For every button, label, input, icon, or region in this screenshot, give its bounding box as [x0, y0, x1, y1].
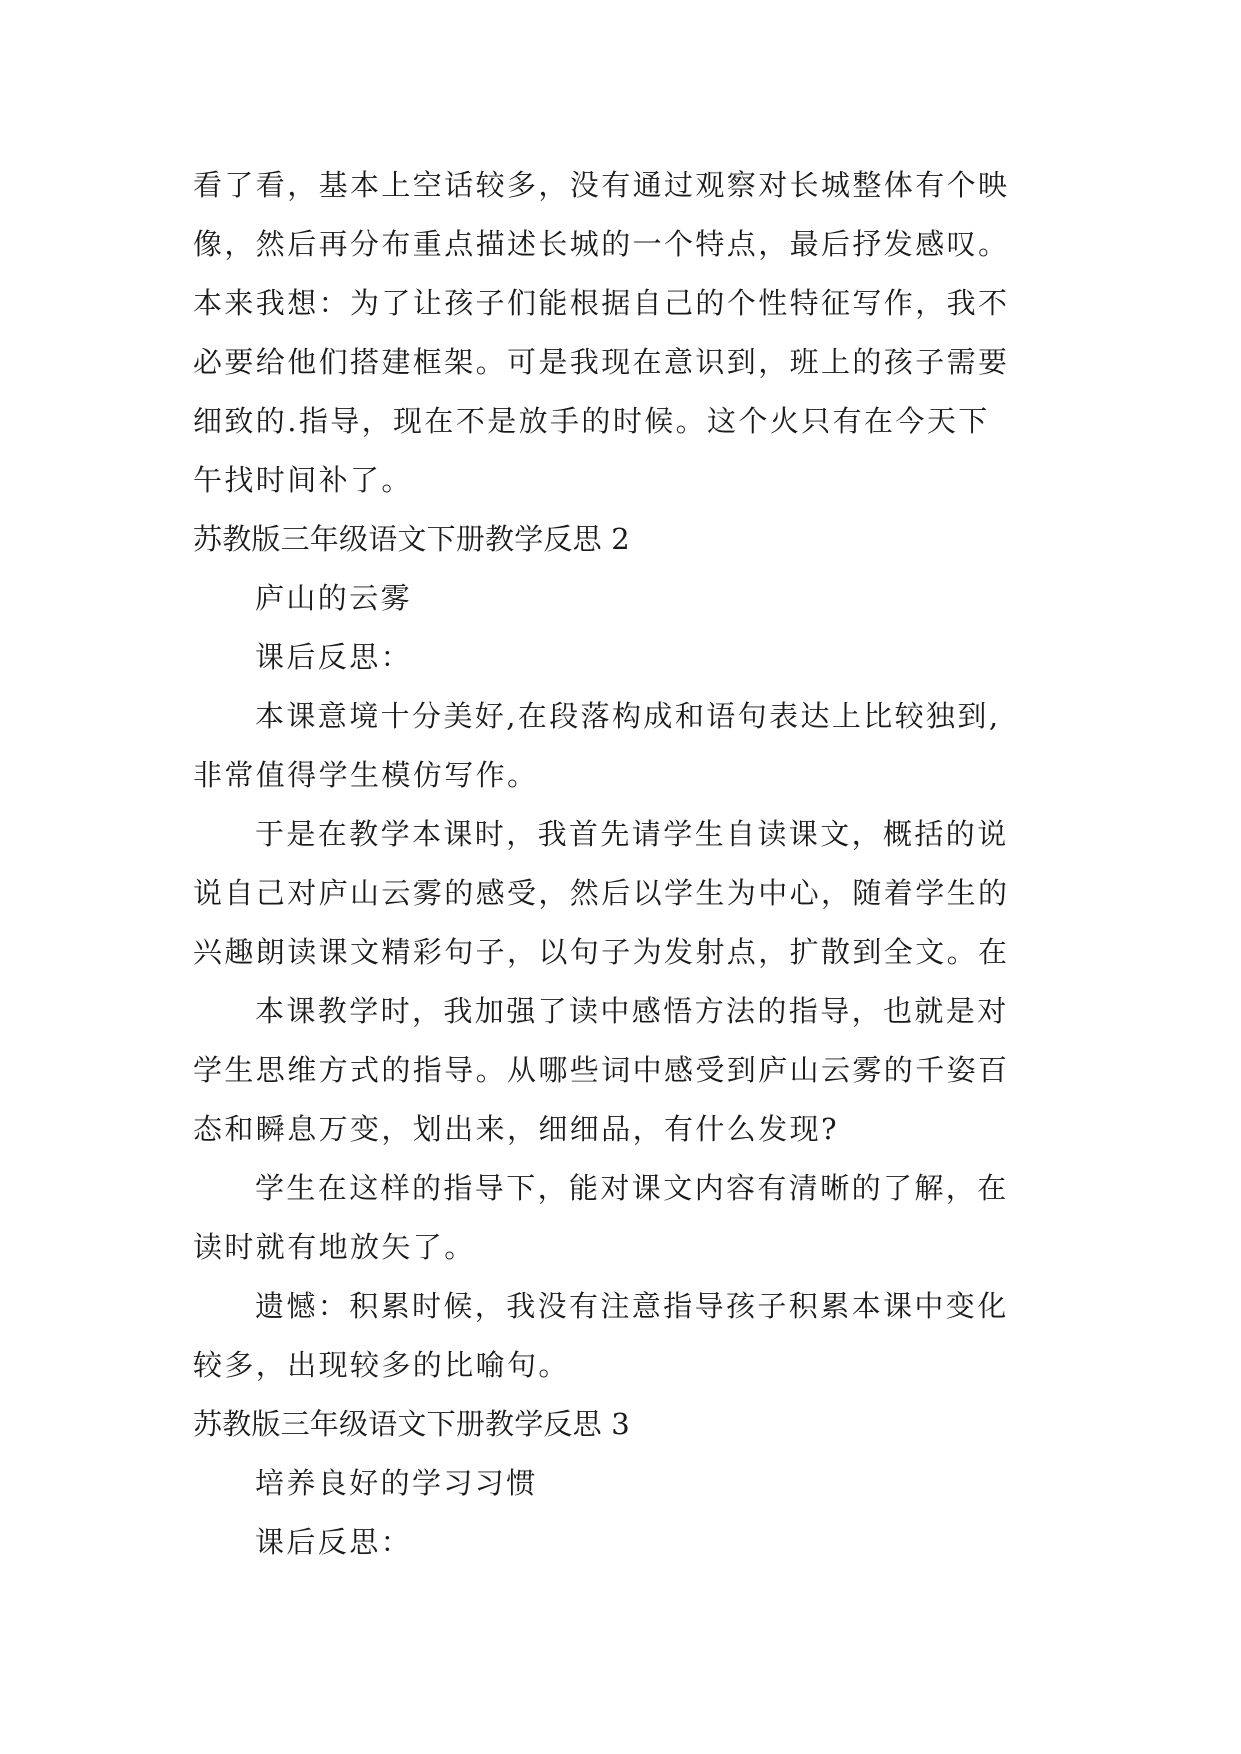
- paragraph-line: 看了看，基本上空话较多，没有通过观察对长城整体有个映: [193, 168, 1010, 202]
- paragraph-line: 态和瞬息万变，划出来，细细品，有什么发现?: [193, 1112, 839, 1146]
- section-heading: 苏教版三年级语文下册教学反思 2: [193, 522, 630, 556]
- paragraph-line: 本课意境十分美好,在段落构成和语句表达上比较独到,: [255, 699, 1001, 733]
- section-heading: 苏教版三年级语文下册教学反思 3: [193, 1407, 630, 1441]
- paragraph-line: 学生思维方式的指导。从哪些词中感受到庐山云雾的千姿百: [193, 1053, 1010, 1087]
- reflection-label: 课后反思：: [255, 640, 413, 674]
- paragraph-line: 说自己对庐山云雾的感受，然后以学生为中心，随着学生的: [193, 876, 1010, 910]
- paragraph-line: 必要给他们搭建框架。可是我现在意识到，班上的孩子需要: [193, 345, 1010, 379]
- paragraph-line: 遗憾：积累时候，我没有注意指导孩子积累本课中变化: [255, 1289, 1009, 1323]
- paragraph-line: 本课教学时，我加强了读中感悟方法的指导，也就是对: [255, 994, 1009, 1028]
- paragraph-line: 兴趣朗读课文精彩句子，以句子为发射点，扩散到全文。在: [193, 935, 1010, 969]
- reflection-label: 课后反思：: [255, 1525, 413, 1559]
- lesson-title: 培养良好的学习习惯: [255, 1466, 538, 1500]
- paragraph-line: 较多，出现较多的比喻句。: [193, 1348, 570, 1382]
- paragraph-line: 细致的.指导，现在不是放手的时候。这个火只有在今天下: [193, 404, 990, 438]
- paragraph-line: 本来我想：为了让孩子们能根据自己的个性特征写作，我不: [193, 286, 1010, 320]
- paragraph-line: 于是在教学本课时，我首先请学生自读课文，概括的说: [255, 817, 1009, 851]
- paragraph-line: 午找时间补了。: [193, 463, 413, 497]
- paragraph-line: 读时就有地放矢了。: [193, 1230, 476, 1264]
- paragraph-line: 学生在这样的指导下，能对课文内容有清晰的了解，在: [255, 1171, 1009, 1205]
- paragraph-line: 像，然后再分布重点描述长城的一个特点，最后抒发感叹。: [193, 227, 1010, 261]
- lesson-title: 庐山的云雾: [255, 581, 413, 615]
- paragraph-line: 非常值得学生模仿写作。: [193, 758, 539, 792]
- document-page: [193, 156, 1053, 1572]
